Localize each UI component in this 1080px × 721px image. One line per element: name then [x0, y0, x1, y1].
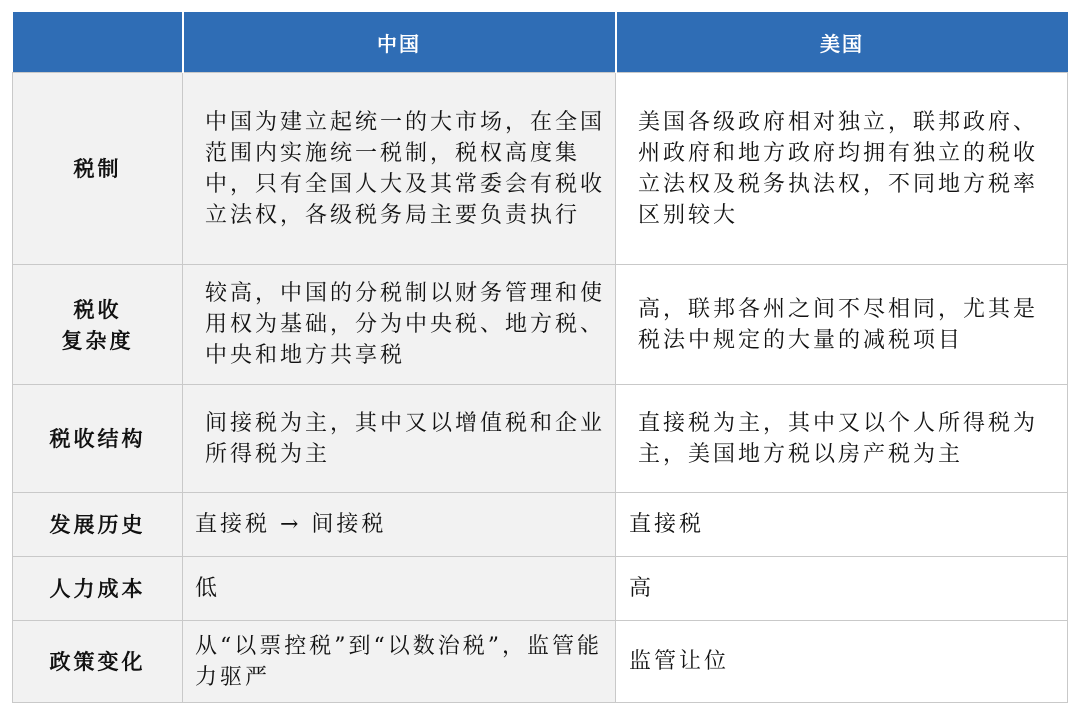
header-row: [13, 12, 1068, 73]
china-cell: 低: [183, 557, 616, 621]
row-label: 发展历史: [13, 493, 183, 557]
row-label: 税收 复杂度: [13, 265, 183, 385]
header-china: 中国: [183, 12, 616, 73]
usa-cell: 高: [616, 557, 1068, 621]
header-usa: 美国: [616, 12, 1068, 73]
table-row-tax-structure: [13, 385, 1068, 493]
table-row-labor-cost: [13, 557, 1068, 621]
china-cell: 从“以票控税”到“以数治税”，监管能力驱严: [183, 621, 616, 703]
row-label: 税收结构: [13, 385, 183, 493]
china-cell: 中国为建立起统一的大市场，在全国范围内实施统一税制，税权高度集中，只有全国人大及其常委会有税收立法权，各级税务局主要负责执行: [183, 73, 616, 265]
table-row-tax-complexity: [13, 265, 1068, 385]
row-label: 政策变化: [13, 621, 183, 703]
usa-cell: 高，联邦各州之间不尽相同，尤其是税法中规定的大量的减税项目: [616, 265, 1068, 385]
table-row-tax-system: [13, 73, 1068, 265]
header-corner: [13, 12, 183, 73]
china-cell: 直接税 → 间接税: [183, 493, 616, 557]
table-row-history: [13, 493, 1068, 557]
comparison-table-container: [12, 12, 1067, 702]
table-row-policy-change: [13, 621, 1068, 703]
usa-cell: 监管让位: [616, 621, 1068, 703]
china-cell: 间接税为主，其中又以增值税和企业所得税为主: [183, 385, 616, 493]
china-cell: 较高，中国的分税制以财务管理和使用权为基础，分为中央税、地方税、中央和地方共享税: [183, 265, 616, 385]
row-label: 人力成本: [13, 557, 183, 621]
china-us-tax-comparison-table: [12, 12, 1068, 703]
row-label: 税制: [13, 73, 183, 265]
usa-cell: 直接税为主，其中又以个人所得税为主，美国地方税以房产税为主: [616, 385, 1068, 493]
usa-cell: 直接税: [616, 493, 1068, 557]
usa-cell: 美国各级政府相对独立，联邦政府、州政府和地方政府均拥有独立的税收立法权及税务执法权，不同地方税率区别较大: [616, 73, 1068, 265]
